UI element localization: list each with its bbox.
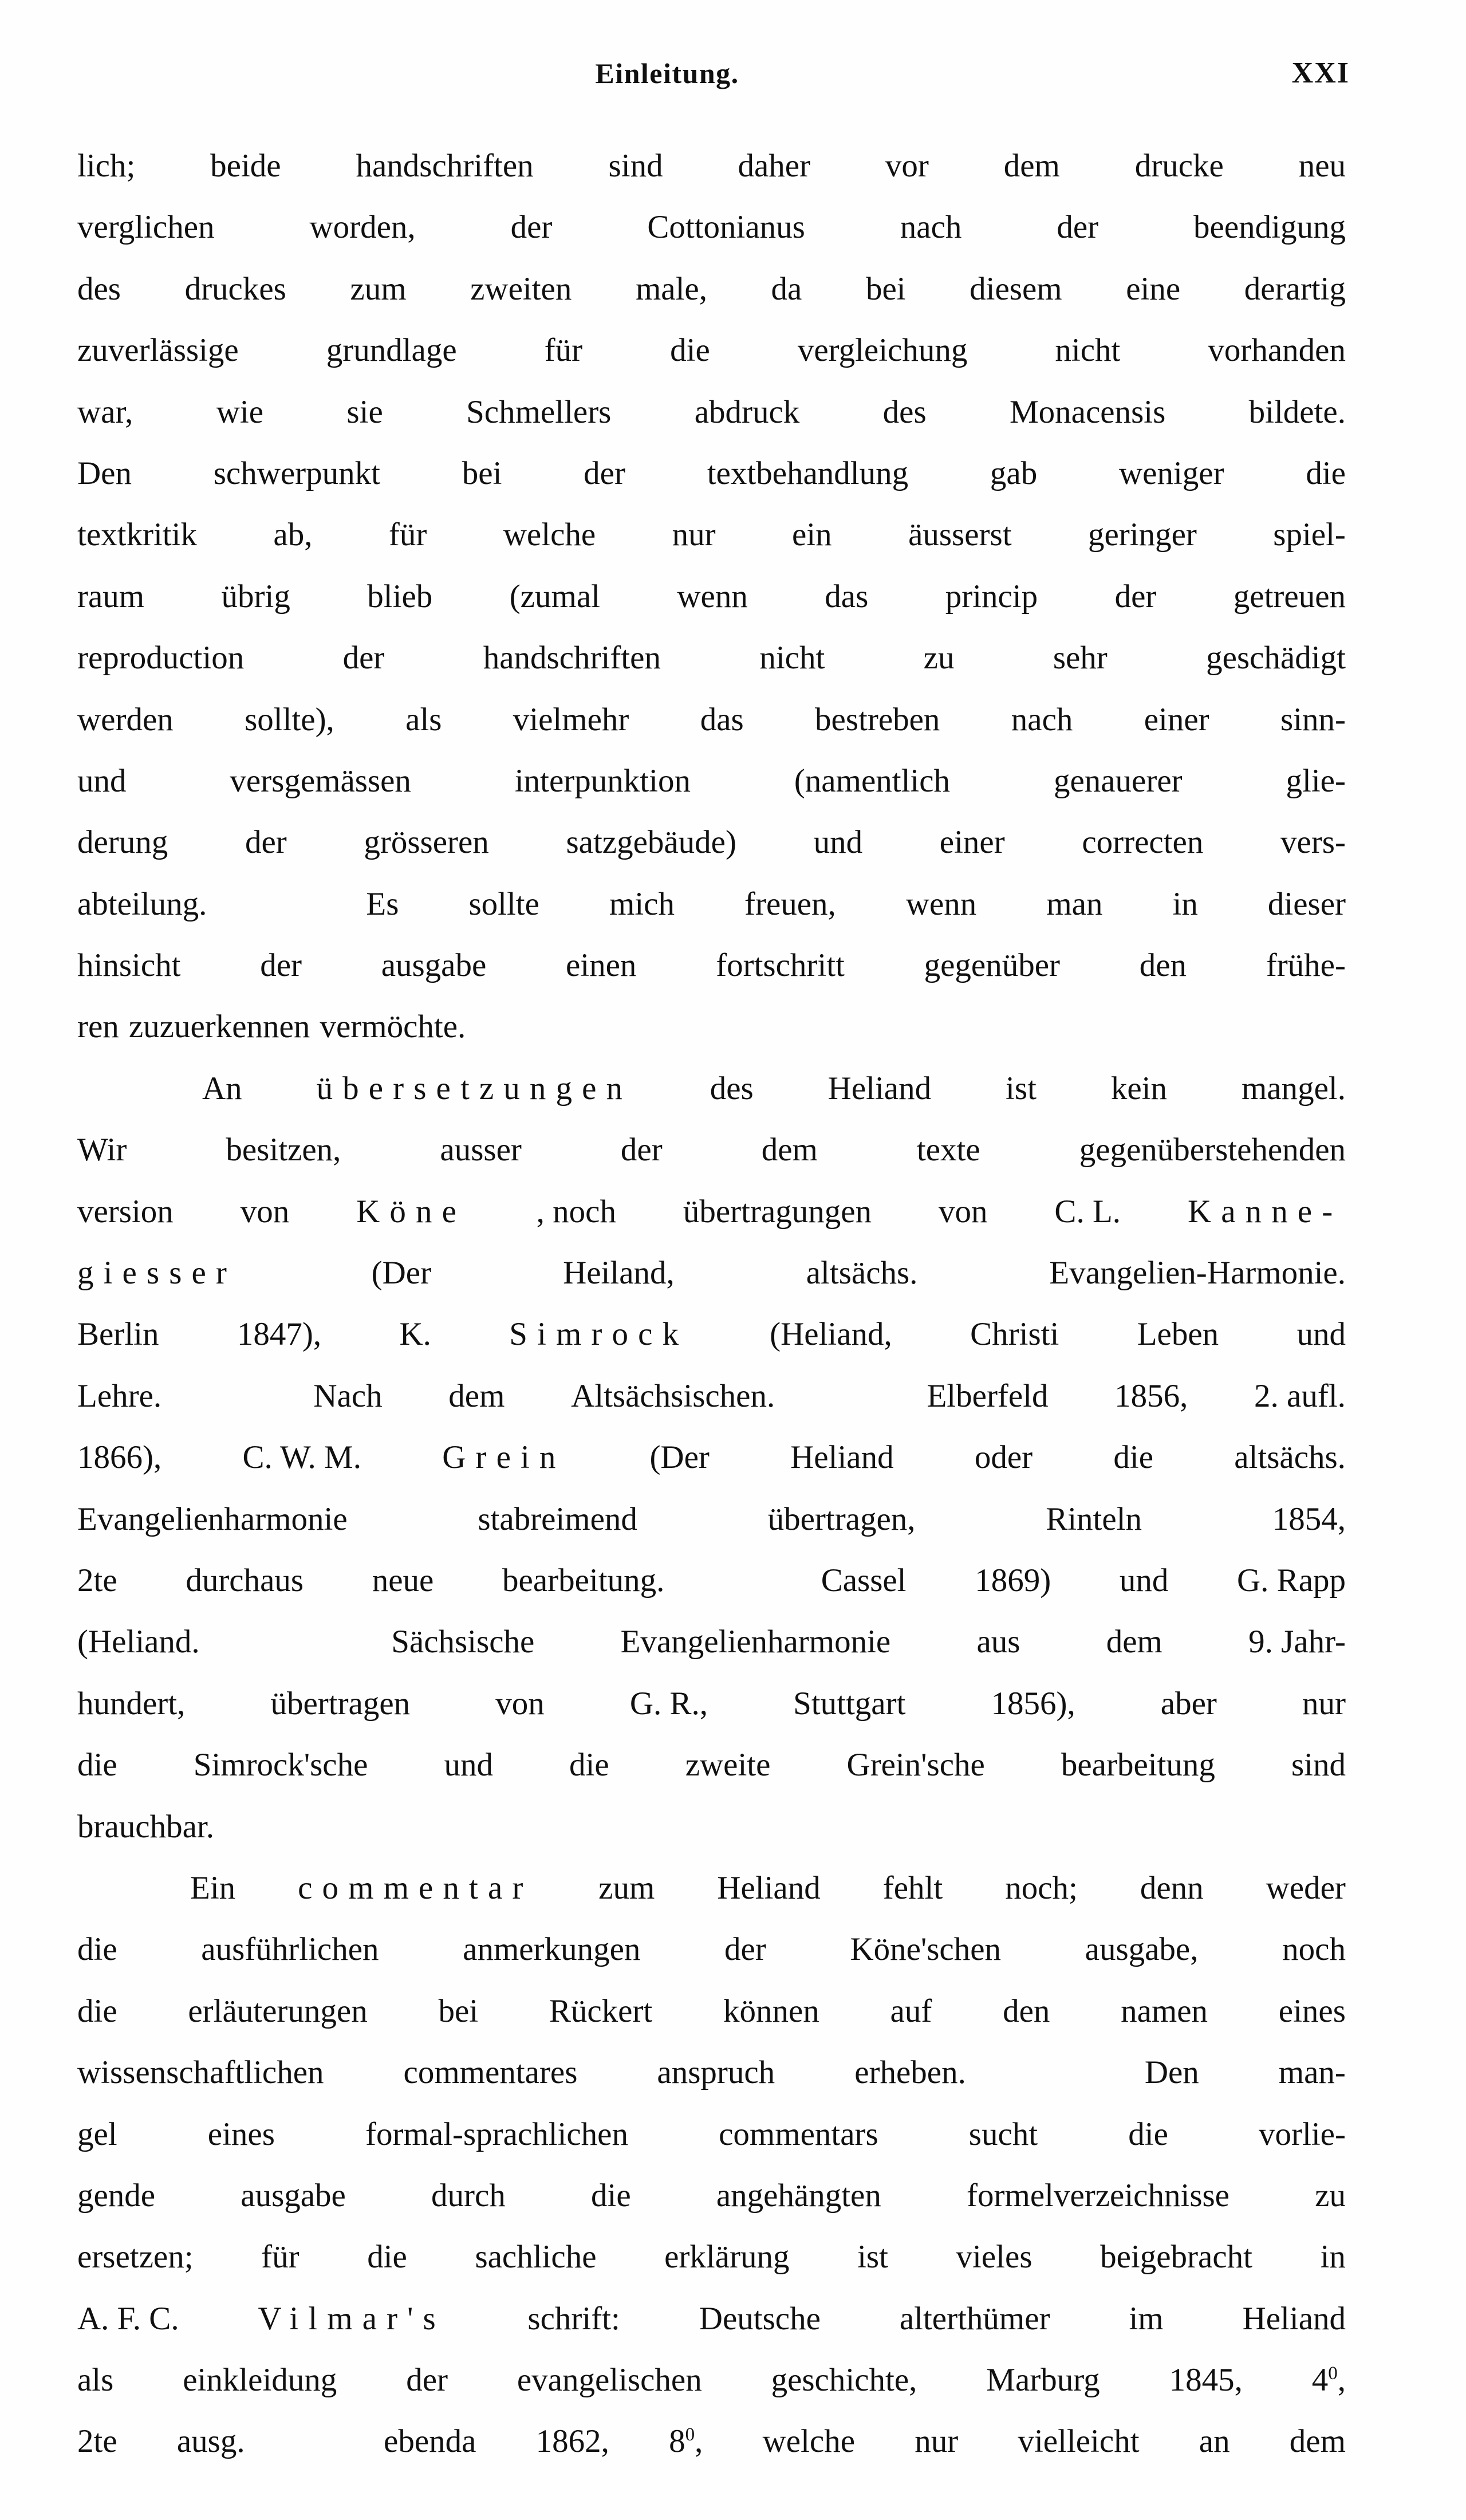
- text-line: giesser (Der Heiland, altsächs. Evangelien-Harmonie.: [77, 1255, 1346, 1292]
- text-line: ersetzen; für die sachliche erklärung ist vieles beigebracht in: [77, 2239, 1346, 2275]
- text-line: werden sollte), als vielmehr das bestreben nach einer sinn-: [77, 701, 1346, 738]
- text-line: raum übrig blieb (zumal wenn das princip der getreuen: [77, 578, 1346, 615]
- text-line: ren zuzuerkennen vermöchte.: [77, 1009, 466, 1045]
- text-line: reproduction der handschriften nicht zu sehr geschädigt: [77, 640, 1346, 676]
- text-line: Wir besitzen, ausser der dem texte gegenüberstehenden: [77, 1132, 1346, 1168]
- text-line: wissenschaftlichen commentares anspruch erheben. Den man-: [77, 2054, 1346, 2091]
- text-line: derung der grösseren satzgebäude) und einer correcten vers-: [77, 824, 1346, 861]
- text-line: Lehre. Nach dem Altsächsischen. Elberfeld 1856, 2. aufl.: [77, 1377, 1346, 1414]
- text-line: (Heliand. Sächsische Evangelienharmonie aus dem 9. Jahr-: [77, 1624, 1346, 1660]
- text-line: hinsicht der ausgabe einen fortschritt gegenüber den frühe-: [77, 947, 1346, 984]
- text-line: Ein commentar zum Heliand fehlt noch; denn weder: [190, 1869, 1346, 1906]
- text-line: lich; beide handschriften sind daher vor dem drucke neu: [77, 148, 1346, 184]
- text-line: textkritik ab, für welche nur ein äusserst geringer spiel-: [77, 517, 1346, 553]
- text-line: abteilung. Es sollte mich freuen, wenn man in dieser: [77, 885, 1346, 922]
- running-head: [77, 55, 1350, 101]
- text-line: die erläuterungen bei Rückert können auf den namen eines: [77, 1993, 1346, 2029]
- text-line: 2te ausg. ebenda 1862, $8^0$, welche nur vielleicht an dem: [77, 2423, 1346, 2460]
- body-text: [77, 135, 1346, 2472]
- text-line: die Simrock'sche und die zweite Grein'sche bearbeitung sind: [77, 1747, 1346, 1783]
- text-line: 2te durchaus neue bearbeitung. Cassel 1869) und G. Rapp: [77, 1562, 1346, 1598]
- text-line: und versgemässen interpunktion (namentlich genauerer glie-: [77, 762, 1346, 799]
- text-line: Den schwerpunkt bei der textbehandlung gab weniger die: [77, 455, 1346, 491]
- text-line: brauchbar.: [77, 1808, 214, 1845]
- text-line: Evangelienharmonie stabreimend übertragen, Rinteln 1854,: [77, 1501, 1346, 1537]
- text-line: zuverlässige grundlage für die vergleichung nicht vorhanden: [77, 332, 1346, 369]
- text-line: als einkleidung der evangelischen geschichte, Marburg 1845, $4^0$,: [77, 2362, 1346, 2399]
- text-line: version von Köne , noch übertragungen von C. L. Kanne-: [77, 1193, 1343, 1230]
- text-line: war, wie sie Schmellers abdruck des Monacensis bildete.: [77, 393, 1346, 430]
- text-line: gel eines formal-sprachlichen commentars sucht die vorlie-: [77, 2116, 1346, 2152]
- text-line: A. F. C. Vilmar's schrift: Deutsche alterthümer im Heliand: [77, 2300, 1346, 2337]
- text-line: gende ausgabe durch die angehängten formelverzeichnisse zu: [77, 2177, 1346, 2214]
- text-line: 1866), C. W. M. Grein (Der Heliand oder die altsächs.: [77, 1439, 1346, 1476]
- text-line: Berlin 1847), K. Simrock (Heliand, Christi Leben und: [77, 1316, 1346, 1353]
- folio-number: XXI: [1291, 57, 1350, 89]
- text-line: An übersetzungen des Heliand ist kein mangel.: [202, 1070, 1346, 1107]
- text-line: verglichen worden, der Cottonianus nach der beendigung: [77, 209, 1346, 246]
- text-line: des druckes zum zweiten male, da bei diesem eine derartig: [77, 270, 1346, 307]
- text-line: hundert, übertragen von G. R., Stuttgart 1856), aber nur: [77, 1685, 1346, 1722]
- page-title: Einleitung.: [595, 57, 739, 89]
- text-line: die ausführlichen anmerkungen der Köne'schen ausgabe, noch: [77, 1931, 1346, 1968]
